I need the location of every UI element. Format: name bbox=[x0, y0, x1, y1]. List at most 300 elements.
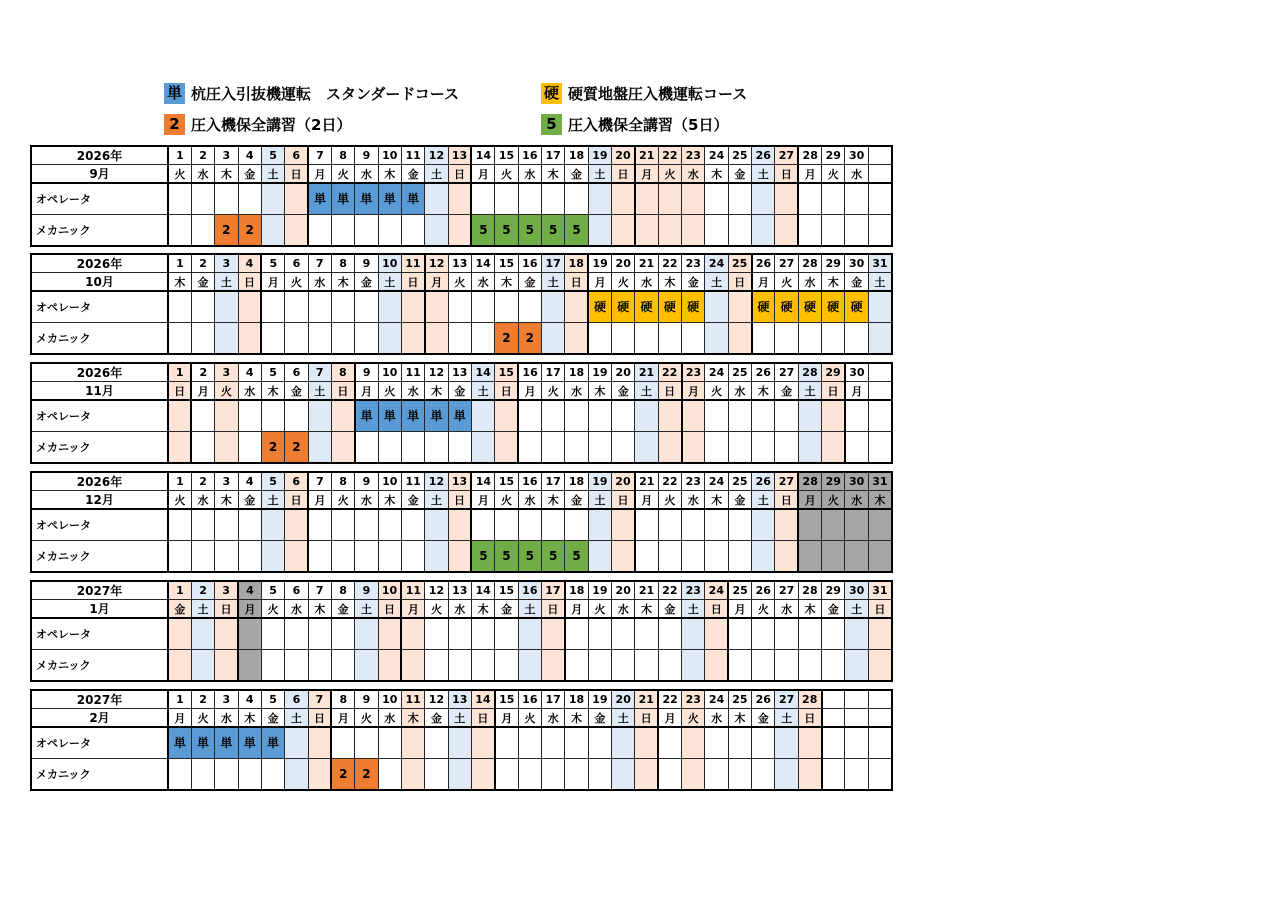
operator-day-cell bbox=[425, 509, 448, 540]
operator-day-cell bbox=[752, 509, 775, 540]
weekday-cell: 土 bbox=[705, 273, 728, 292]
operator-day-cell bbox=[635, 183, 658, 214]
mechanic-day-cell bbox=[448, 322, 471, 354]
day-number-cell: 25 bbox=[728, 363, 751, 382]
weekday-cell: 土 bbox=[542, 273, 565, 292]
day-number-cell: 9 bbox=[355, 254, 378, 273]
mechanic-row-label: メカニック bbox=[31, 540, 168, 572]
operator-course-mark-cell: 単 bbox=[448, 400, 471, 431]
mechanic-day-cell bbox=[565, 649, 588, 681]
operator-day-cell bbox=[682, 618, 705, 649]
mechanic-day-cell bbox=[635, 758, 658, 790]
weekday-cell: 土 bbox=[261, 165, 284, 184]
day-number-cell: 13 bbox=[448, 363, 471, 382]
day-number-cell: 20 bbox=[612, 146, 635, 165]
operator-day-cell bbox=[822, 509, 845, 540]
mechanic-day-cell bbox=[401, 649, 424, 681]
weekday-cell: 木 bbox=[565, 709, 588, 728]
operator-day-cell bbox=[682, 509, 705, 540]
day-number-cell: 18 bbox=[565, 363, 588, 382]
weekday-cell: 金 bbox=[658, 600, 681, 619]
day-number-cell: 15 bbox=[495, 146, 518, 165]
mechanic-day-cell bbox=[471, 758, 494, 790]
mechanic-day-cell bbox=[355, 431, 378, 463]
operator-day-cell bbox=[705, 727, 728, 758]
day-number-cell: 7 bbox=[308, 690, 331, 709]
year-cell: 2026年 bbox=[31, 363, 168, 382]
mechanic-day-cell bbox=[612, 649, 635, 681]
day-number-cell: 8 bbox=[331, 581, 354, 600]
day-number-cell: 18 bbox=[565, 254, 588, 273]
mechanic-day-cell bbox=[845, 214, 868, 246]
weekday-cell: 水 bbox=[378, 709, 401, 728]
day-number-cell: 7 bbox=[308, 146, 331, 165]
mechanic-day-cell bbox=[752, 649, 775, 681]
weekday-cell: 月 bbox=[588, 273, 611, 292]
mechanic-course-mark-cell: 5 bbox=[471, 540, 494, 572]
mechanic-day-cell bbox=[331, 540, 354, 572]
mechanic-day-cell bbox=[658, 214, 681, 246]
mechanic-day-cell bbox=[588, 758, 611, 790]
weekday-cell: 土 bbox=[682, 600, 705, 619]
day-number-cell: 18 bbox=[565, 581, 588, 600]
day-number-cell: 16 bbox=[518, 472, 541, 491]
weekday-cell: 月 bbox=[682, 382, 705, 401]
weekday-cell: 月 bbox=[308, 491, 331, 510]
day-number-cell: 24 bbox=[705, 472, 728, 491]
legend-label: 圧入機保全講習（5日） bbox=[568, 115, 729, 134]
weekday-cell: 日 bbox=[285, 165, 308, 184]
day-number-cell: 28 bbox=[798, 254, 821, 273]
mechanic-day-cell bbox=[238, 540, 261, 572]
mechanic-day-cell bbox=[215, 431, 238, 463]
weekday-cell: 水 bbox=[355, 165, 378, 184]
operator-course-mark-cell: 単 bbox=[378, 183, 401, 214]
operator-day-cell bbox=[191, 400, 214, 431]
weekday-cell: 木 bbox=[542, 491, 565, 510]
weekday-cell: 木 bbox=[822, 273, 845, 292]
mechanic-day-cell bbox=[308, 540, 331, 572]
operator-day-cell bbox=[215, 400, 238, 431]
operator-day-cell bbox=[612, 400, 635, 431]
day-number-cell: 8 bbox=[331, 254, 354, 273]
day-number-cell: 21 bbox=[635, 472, 658, 491]
weekday-cell: 水 bbox=[845, 491, 868, 510]
operator-course-mark-cell: 硬 bbox=[798, 291, 821, 322]
mechanic-day-cell bbox=[542, 431, 565, 463]
weekday-cell: 火 bbox=[612, 273, 635, 292]
mechanic-course-mark-cell: 5 bbox=[542, 214, 565, 246]
weekday-cell: 金 bbox=[191, 273, 214, 292]
day-number-cell: 23 bbox=[682, 472, 705, 491]
operator-day-cell bbox=[331, 291, 354, 322]
day-number-cell: 27 bbox=[775, 363, 798, 382]
weekday-cell: 日 bbox=[705, 600, 728, 619]
day-number-cell: 21 bbox=[635, 254, 658, 273]
legend-label: 圧入機保全講習（2日） bbox=[191, 115, 352, 134]
operator-day-cell bbox=[495, 727, 518, 758]
mechanic-day-cell bbox=[705, 758, 728, 790]
weekday-cell: 木 bbox=[261, 382, 284, 401]
mechanic-day-cell bbox=[331, 214, 354, 246]
weekday-cell: 金 bbox=[612, 382, 635, 401]
empty-cell bbox=[868, 727, 892, 758]
mechanic-day-cell bbox=[471, 322, 494, 354]
operator-course-mark-cell: 硬 bbox=[682, 291, 705, 322]
mechanic-day-cell bbox=[822, 649, 845, 681]
operator-day-cell bbox=[425, 183, 448, 214]
weekday-cell: 月 bbox=[331, 709, 354, 728]
operator-day-cell bbox=[355, 509, 378, 540]
empty-cell bbox=[868, 400, 892, 431]
mechanic-day-cell bbox=[238, 431, 261, 463]
year-cell: 2026年 bbox=[31, 472, 168, 491]
operator-day-cell bbox=[191, 291, 214, 322]
day-number-cell: 19 bbox=[588, 254, 611, 273]
operator-day-cell bbox=[261, 618, 284, 649]
mechanic-day-cell bbox=[845, 540, 868, 572]
day-number-cell: 9 bbox=[355, 472, 378, 491]
mechanic-day-cell bbox=[425, 214, 448, 246]
mechanic-day-cell bbox=[378, 649, 401, 681]
mechanic-day-cell bbox=[518, 758, 541, 790]
mechanic-day-cell bbox=[658, 540, 681, 572]
mechanic-day-cell bbox=[401, 758, 424, 790]
operator-day-cell bbox=[471, 618, 494, 649]
mechanic-day-cell bbox=[495, 758, 518, 790]
operator-day-cell bbox=[845, 618, 868, 649]
empty-cell bbox=[868, 690, 892, 709]
day-number-cell: 10 bbox=[378, 581, 401, 600]
operator-day-cell bbox=[331, 400, 354, 431]
weekday-cell: 日 bbox=[448, 491, 471, 510]
mechanic-day-cell bbox=[868, 649, 892, 681]
weekday-cell: 土 bbox=[425, 165, 448, 184]
mechanic-day-cell bbox=[425, 758, 448, 790]
operator-day-cell bbox=[448, 291, 471, 322]
weekday-cell: 日 bbox=[401, 273, 424, 292]
operator-day-cell bbox=[845, 509, 868, 540]
day-number-cell: 14 bbox=[471, 581, 494, 600]
operator-day-cell bbox=[261, 291, 284, 322]
weekday-cell: 水 bbox=[191, 165, 214, 184]
weekday-cell: 土 bbox=[191, 600, 214, 619]
day-number-cell: 6 bbox=[285, 690, 308, 709]
operator-day-cell bbox=[658, 509, 681, 540]
mechanic-day-cell bbox=[331, 649, 354, 681]
mechanic-row-label: メカニック bbox=[31, 649, 168, 681]
operator-day-cell bbox=[518, 618, 541, 649]
mechanic-day-cell bbox=[378, 540, 401, 572]
weekday-cell: 土 bbox=[425, 491, 448, 510]
operator-day-cell bbox=[588, 183, 611, 214]
weekday-cell: 火 bbox=[658, 491, 681, 510]
operator-day-cell bbox=[612, 509, 635, 540]
operator-course-mark-cell: 硬 bbox=[658, 291, 681, 322]
weekday-cell: 木 bbox=[705, 491, 728, 510]
empty-cell bbox=[868, 214, 892, 246]
weekday-cell: 火 bbox=[215, 382, 238, 401]
mechanic-day-cell bbox=[448, 649, 471, 681]
operator-row-label: オペレータ bbox=[31, 291, 168, 322]
day-number-cell: 1 bbox=[168, 146, 191, 165]
weekday-cell: 火 bbox=[518, 709, 541, 728]
operator-day-cell bbox=[495, 291, 518, 322]
day-number-cell: 13 bbox=[448, 472, 471, 491]
day-number-cell: 27 bbox=[775, 581, 798, 600]
legend-label: 硬質地盤圧入機運転コース bbox=[568, 84, 748, 103]
day-number-cell: 17 bbox=[542, 690, 565, 709]
weekday-cell: 月 bbox=[425, 273, 448, 292]
day-number-cell: 28 bbox=[798, 690, 821, 709]
mechanic-day-cell bbox=[285, 322, 308, 354]
day-number-cell: 3 bbox=[215, 254, 238, 273]
month-cell: 2月 bbox=[31, 709, 168, 728]
weekday-cell: 日 bbox=[612, 491, 635, 510]
weekday-cell: 水 bbox=[518, 165, 541, 184]
weekday-cell: 日 bbox=[378, 600, 401, 619]
weekday-cell: 日 bbox=[168, 382, 191, 401]
weekday-cell: 火 bbox=[191, 709, 214, 728]
weekday-cell: 火 bbox=[822, 491, 845, 510]
weekday-cell: 土 bbox=[471, 382, 494, 401]
weekday-cell: 金 bbox=[448, 382, 471, 401]
day-number-cell: 24 bbox=[705, 254, 728, 273]
operator-day-cell bbox=[542, 400, 565, 431]
weekday-cell: 金 bbox=[495, 600, 518, 619]
day-number-cell: 17 bbox=[542, 472, 565, 491]
day-number-cell: 19 bbox=[588, 581, 611, 600]
operator-day-cell bbox=[612, 618, 635, 649]
day-number-cell: 13 bbox=[448, 581, 471, 600]
weekday-cell: 水 bbox=[682, 165, 705, 184]
weekday-cell: 月 bbox=[495, 709, 518, 728]
mechanic-day-cell bbox=[495, 431, 518, 463]
day-number-cell: 29 bbox=[822, 146, 845, 165]
weekday-cell: 金 bbox=[355, 273, 378, 292]
weekday-cell: 水 bbox=[191, 491, 214, 510]
operator-day-cell bbox=[822, 618, 845, 649]
mechanic-day-cell bbox=[752, 758, 775, 790]
day-number-cell: 20 bbox=[612, 581, 635, 600]
operator-day-cell bbox=[518, 727, 541, 758]
year-cell: 2027年 bbox=[31, 690, 168, 709]
weekday-cell: 火 bbox=[588, 600, 611, 619]
weekday-cell: 月 bbox=[635, 491, 658, 510]
mechanic-day-cell bbox=[308, 431, 331, 463]
weekday-cell: 日 bbox=[565, 273, 588, 292]
operator-day-cell bbox=[518, 183, 541, 214]
mechanic-day-cell bbox=[682, 214, 705, 246]
weekday-cell: 木 bbox=[378, 165, 401, 184]
day-number-cell: 3 bbox=[215, 472, 238, 491]
day-number-cell: 25 bbox=[728, 254, 751, 273]
operator-day-cell bbox=[448, 618, 471, 649]
operator-day-cell bbox=[331, 618, 354, 649]
operator-course-mark-cell: 硬 bbox=[612, 291, 635, 322]
operator-course-mark-cell: 単 bbox=[238, 727, 261, 758]
operator-day-cell bbox=[168, 509, 191, 540]
weekday-cell: 火 bbox=[542, 382, 565, 401]
month-cell: 12月 bbox=[31, 491, 168, 510]
day-number-cell: 28 bbox=[798, 146, 821, 165]
mechanic-day-cell bbox=[238, 649, 261, 681]
day-number-cell: 9 bbox=[355, 363, 378, 382]
weekday-cell: 水 bbox=[542, 709, 565, 728]
mechanic-day-cell bbox=[682, 431, 705, 463]
operator-day-cell bbox=[728, 618, 751, 649]
operator-day-cell bbox=[635, 400, 658, 431]
operator-day-cell bbox=[542, 727, 565, 758]
operator-day-cell bbox=[728, 400, 751, 431]
operator-day-cell bbox=[705, 291, 728, 322]
operator-day-cell bbox=[588, 727, 611, 758]
empty-cell bbox=[822, 758, 845, 790]
operator-day-cell bbox=[728, 509, 751, 540]
day-number-cell: 19 bbox=[588, 472, 611, 491]
weekday-cell: 日 bbox=[308, 709, 331, 728]
mechanic-day-cell bbox=[378, 758, 401, 790]
weekday-cell: 土 bbox=[752, 165, 775, 184]
mechanic-day-cell bbox=[658, 431, 681, 463]
day-number-cell: 25 bbox=[728, 581, 751, 600]
mechanic-day-cell bbox=[168, 649, 191, 681]
operator-course-mark-cell: 硬 bbox=[588, 291, 611, 322]
mechanic-course-mark-cell: 5 bbox=[518, 214, 541, 246]
day-number-cell: 29 bbox=[822, 472, 845, 491]
day-number-cell: 11 bbox=[401, 581, 424, 600]
mechanic-day-cell bbox=[682, 758, 705, 790]
day-number-cell: 7 bbox=[308, 472, 331, 491]
day-number-cell: 2 bbox=[191, 254, 214, 273]
weekday-cell: 木 bbox=[238, 709, 261, 728]
mechanic-day-cell bbox=[588, 322, 611, 354]
mechanic-course-mark-cell: 2 bbox=[331, 758, 354, 790]
operator-day-cell bbox=[285, 291, 308, 322]
weekday-cell: 木 bbox=[658, 273, 681, 292]
operator-day-cell bbox=[285, 618, 308, 649]
operator-day-cell bbox=[378, 509, 401, 540]
operator-day-cell bbox=[658, 618, 681, 649]
day-number-cell: 21 bbox=[635, 363, 658, 382]
weekday-cell: 日 bbox=[868, 600, 892, 619]
day-number-cell: 25 bbox=[728, 146, 751, 165]
operator-course-mark-cell: 硬 bbox=[775, 291, 798, 322]
weekday-cell: 水 bbox=[798, 273, 821, 292]
weekday-cell: 木 bbox=[542, 165, 565, 184]
operator-day-cell bbox=[308, 509, 331, 540]
mechanic-day-cell bbox=[752, 214, 775, 246]
day-number-cell: 28 bbox=[798, 363, 821, 382]
operator-course-mark-cell: 単 bbox=[215, 727, 238, 758]
mechanic-day-cell bbox=[588, 649, 611, 681]
mechanic-course-mark-cell: 5 bbox=[495, 214, 518, 246]
weekday-cell: 金 bbox=[285, 382, 308, 401]
empty-cell bbox=[845, 709, 868, 728]
weekday-cell: 日 bbox=[215, 600, 238, 619]
day-number-cell: 2 bbox=[191, 581, 214, 600]
weekday-cell: 金 bbox=[565, 165, 588, 184]
day-number-cell: 30 bbox=[845, 472, 868, 491]
weekday-cell: 月 bbox=[308, 165, 331, 184]
mechanic-day-cell bbox=[238, 758, 261, 790]
operator-day-cell bbox=[518, 291, 541, 322]
mechanic-day-cell bbox=[168, 540, 191, 572]
mechanic-course-mark-cell: 5 bbox=[542, 540, 565, 572]
day-number-cell: 3 bbox=[215, 690, 238, 709]
operator-day-cell bbox=[518, 509, 541, 540]
day-number-cell: 12 bbox=[425, 690, 448, 709]
legend-item-maintenance-2day bbox=[164, 113, 351, 135]
operator-day-cell bbox=[285, 183, 308, 214]
mechanic-day-cell bbox=[448, 214, 471, 246]
day-number-cell: 21 bbox=[635, 690, 658, 709]
operator-day-cell bbox=[565, 183, 588, 214]
operator-day-cell bbox=[378, 291, 401, 322]
day-number-cell: 16 bbox=[518, 254, 541, 273]
mechanic-day-cell bbox=[658, 649, 681, 681]
day-number-cell: 3 bbox=[215, 146, 238, 165]
operator-day-cell bbox=[261, 183, 284, 214]
operator-day-cell bbox=[658, 183, 681, 214]
mechanic-day-cell bbox=[775, 431, 798, 463]
weekday-cell: 水 bbox=[355, 491, 378, 510]
day-number-cell: 6 bbox=[285, 363, 308, 382]
day-number-cell: 20 bbox=[612, 472, 635, 491]
operator-day-cell bbox=[798, 618, 821, 649]
operator-day-cell bbox=[448, 509, 471, 540]
month-table-2026年11月 bbox=[30, 362, 893, 464]
mechanic-day-cell bbox=[215, 540, 238, 572]
weekday-cell: 水 bbox=[635, 273, 658, 292]
day-number-cell: 2 bbox=[191, 146, 214, 165]
weekday-cell: 月 bbox=[355, 382, 378, 401]
mechanic-day-cell bbox=[658, 758, 681, 790]
operator-course-mark-cell: 硬 bbox=[822, 291, 845, 322]
day-number-cell: 1 bbox=[168, 472, 191, 491]
mechanic-day-cell bbox=[752, 540, 775, 572]
operator-course-mark-cell: 単 bbox=[308, 183, 331, 214]
weekday-cell: 土 bbox=[588, 165, 611, 184]
operator-day-cell bbox=[495, 618, 518, 649]
mechanic-day-cell bbox=[822, 322, 845, 354]
weekday-cell: 月 bbox=[845, 382, 868, 401]
day-number-cell: 11 bbox=[401, 146, 424, 165]
day-number-cell: 12 bbox=[425, 254, 448, 273]
operator-day-cell bbox=[168, 183, 191, 214]
day-number-cell: 11 bbox=[401, 472, 424, 491]
weekday-cell: 水 bbox=[448, 600, 471, 619]
operator-day-cell bbox=[705, 618, 728, 649]
weekday-cell: 水 bbox=[728, 382, 751, 401]
operator-day-cell bbox=[705, 183, 728, 214]
day-number-cell: 27 bbox=[775, 254, 798, 273]
day-number-cell: 24 bbox=[705, 690, 728, 709]
legend-key-box-yellow: 硬 bbox=[541, 83, 562, 104]
mechanic-day-cell bbox=[401, 540, 424, 572]
mechanic-day-cell bbox=[868, 322, 892, 354]
operator-day-cell bbox=[355, 727, 378, 758]
day-number-cell: 22 bbox=[658, 254, 681, 273]
weekday-cell: 火 bbox=[705, 382, 728, 401]
weekday-cell: 月 bbox=[401, 600, 424, 619]
weekday-cell: 月 bbox=[798, 491, 821, 510]
mechanic-day-cell bbox=[775, 322, 798, 354]
weekday-cell: 土 bbox=[308, 382, 331, 401]
operator-course-mark-cell: 単 bbox=[355, 400, 378, 431]
operator-day-cell bbox=[542, 291, 565, 322]
weekday-cell: 水 bbox=[612, 600, 635, 619]
